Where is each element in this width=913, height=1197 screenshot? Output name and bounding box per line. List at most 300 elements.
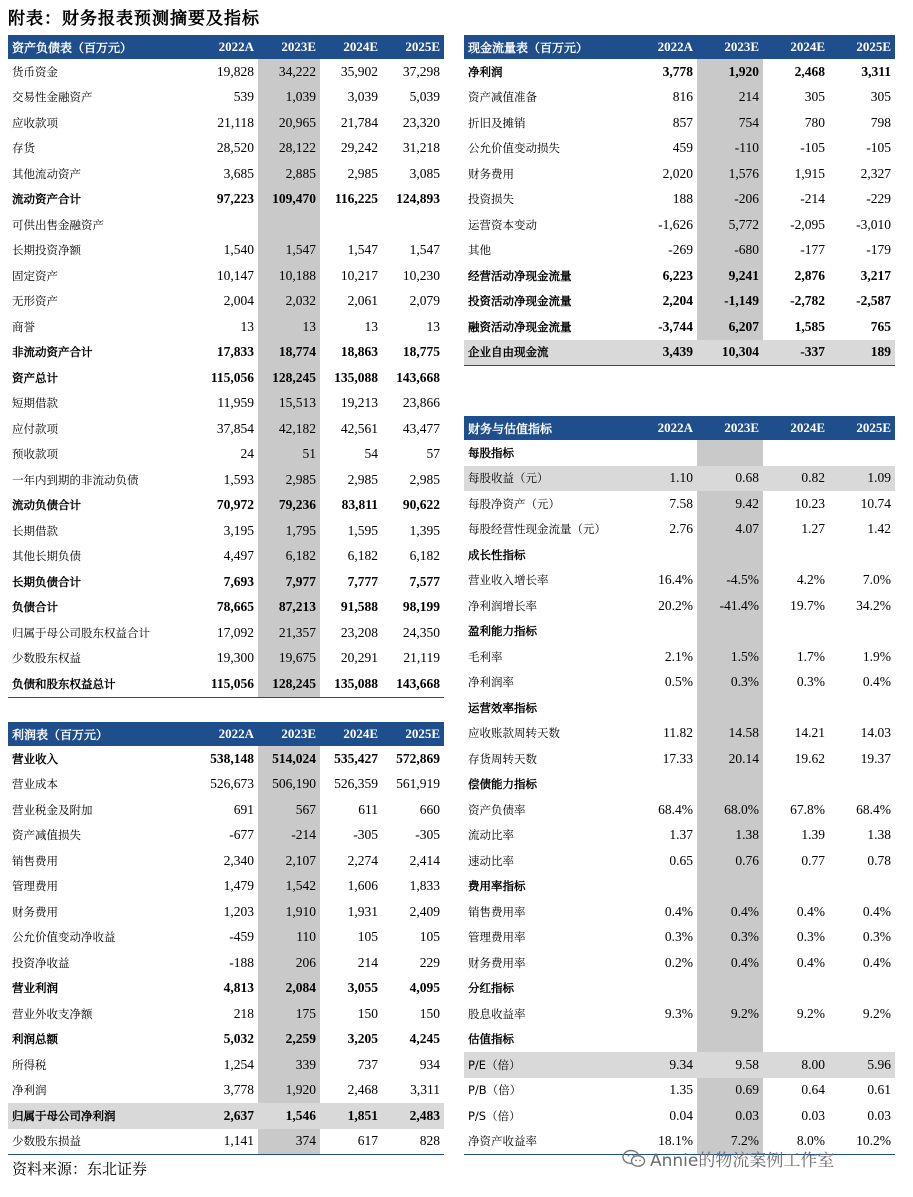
balance-cell-2025E: 57 — [426, 446, 440, 462]
income-row — [8, 925, 444, 951]
balance-cell-2023E: 2,885 — [258, 161, 320, 187]
cashflow-cell-2024E: 2,468 — [794, 63, 825, 79]
balance-row-label: 负债合计 — [12, 600, 58, 615]
income-row — [8, 1129, 444, 1155]
balance-cell-2024E: 21,784 — [340, 114, 378, 130]
ratios-cell-2025E: 14.03 — [860, 725, 891, 741]
balance-cell-2024E: 1,595 — [347, 522, 378, 538]
ratios-cell-2024E: 0.03 — [801, 1107, 825, 1123]
cashflow-cell-2025E: 765 — [870, 318, 891, 334]
balance-cell-2024E: 19,213 — [340, 395, 378, 411]
balance-cell-2022A: 21,118 — [217, 114, 254, 130]
balance-row — [8, 340, 444, 366]
ratios-cell-2024E — [763, 976, 829, 1002]
ratios-cell-2023E — [697, 619, 763, 645]
balance-row — [8, 85, 444, 111]
income-year-2: 2023E — [258, 722, 320, 746]
balance-cell-2025E: 31,218 — [402, 140, 440, 156]
ratios-row — [464, 491, 895, 517]
income-cell-2024E: -305 — [353, 827, 378, 843]
income-cell-2022A: 5,032 — [223, 1031, 254, 1047]
ratios-row — [464, 619, 895, 645]
balance-cell-2023E — [258, 212, 320, 238]
ratios-cell-2022A: 0.2% — [664, 954, 693, 970]
ratios-cell-2025E: 0.03 — [867, 1107, 891, 1123]
balance-cell-2024E: 2,985 — [347, 471, 378, 487]
ratios-row — [464, 1103, 895, 1129]
ratios-cell-2023E: 4.07 — [697, 517, 763, 543]
ratios-cell-2023E: 1.38 — [697, 823, 763, 849]
balance-row — [8, 110, 444, 136]
income-cell-2022A: 1,479 — [223, 878, 254, 894]
balance-cell-2025E — [382, 212, 444, 238]
ratios-row-label: 成长性指标 — [468, 547, 526, 562]
balance-cell-2022A: 3,195 — [223, 522, 254, 538]
income-row — [8, 1103, 444, 1129]
income-cell-2024E: 611 — [358, 801, 378, 817]
cashflow-cell-2022A: 3,778 — [662, 63, 693, 79]
ratios-cell-2023E: 0.68 — [697, 466, 763, 492]
ratios-row — [464, 721, 895, 747]
ratios-row-label: 每股指标 — [468, 445, 514, 460]
balance-row-label: 长期投资净额 — [12, 243, 81, 258]
balance-cell-2024E: 3,039 — [347, 89, 378, 105]
balance-cell-2025E: 124,893 — [396, 191, 440, 207]
cashflow-cell-2024E: 305 — [804, 89, 825, 105]
balance-cell-2025E: 1,395 — [409, 522, 440, 538]
income-row — [8, 950, 444, 976]
balance-cell-2025E: 24,350 — [402, 624, 440, 640]
balance-row — [8, 595, 444, 621]
income-cell-2023E: 374 — [258, 1129, 320, 1155]
ratios-cell-2022A: 0.3% — [664, 929, 693, 945]
ratios-row — [464, 823, 895, 849]
ratios-cell-2023E: 7.2% — [697, 1129, 763, 1155]
balance-year-3: 2024E — [320, 35, 382, 59]
income-cell-2025E: 1,833 — [409, 878, 440, 894]
balance-row-label: 交易性金融资产 — [12, 90, 93, 105]
cashflow-header-title: 现金流量表（百万元） — [464, 35, 631, 59]
ratios-row-label: 估值指标 — [468, 1032, 514, 1047]
balance-sheet-table — [8, 35, 444, 698]
cashflow-cell-2022A: -269 — [668, 242, 693, 258]
cashflow-row-label: 企业自由现金流 — [464, 340, 631, 366]
cashflow-row — [464, 136, 895, 162]
ratios-cell-2024E: 19.7% — [790, 597, 825, 613]
ratios-header-row — [464, 416, 895, 440]
ratios-cell-2022A: 1.10 — [631, 466, 697, 492]
ratios-cell-2022A — [631, 1027, 697, 1053]
cashflow-cell-2023E: -110 — [697, 136, 763, 162]
cashflow-row — [464, 340, 895, 366]
ratios-cell-2023E — [697, 542, 763, 568]
income-year-4: 2025E — [382, 722, 444, 746]
ratios-row — [464, 1052, 895, 1078]
balance-row-label: 长期借款 — [12, 523, 58, 538]
income-cell-2023E: 514,024 — [258, 746, 320, 772]
balance-cell-2023E: 109,470 — [258, 187, 320, 213]
ratios-cell-2025E: 7.0% — [862, 572, 891, 588]
balance-cell-2022A: 17,833 — [216, 344, 254, 360]
balance-cell-2025E: 1,547 — [409, 242, 440, 258]
balance-cell-2023E: 10,188 — [258, 263, 320, 289]
balance-row-label: 预收款项 — [12, 447, 58, 462]
ratios-row — [464, 797, 895, 823]
balance-year-4: 2025E — [382, 35, 444, 59]
balance-cell-2022A: 19,828 — [216, 63, 254, 79]
income-row — [8, 746, 444, 772]
balance-row — [8, 263, 444, 289]
ratios-row-label: 盈利能力指标 — [468, 624, 537, 639]
cashflow-cell-2024E: -337 — [763, 340, 829, 366]
income-row — [8, 797, 444, 823]
income-cell-2024E: 1,606 — [347, 878, 378, 894]
balance-row — [8, 467, 444, 493]
cashflow-cell-2023E: 5,772 — [697, 212, 763, 238]
income-cell-2025E: 150 — [419, 1005, 440, 1021]
income-cell-2024E: 1,931 — [347, 903, 378, 919]
ratios-row — [464, 542, 895, 568]
cashflow-cell-2022A: 188 — [672, 191, 693, 207]
income-cell-2024E: 2,274 — [347, 852, 378, 868]
page-title: 附表：财务报表预测摘要及指标 — [8, 9, 260, 29]
income-row-label: 营业利润 — [12, 981, 58, 996]
ratios-cell-2022A — [631, 976, 697, 1002]
ratios-row — [464, 644, 895, 670]
income-row-label: 净利润 — [12, 1083, 47, 1098]
ratios-cell-2024E — [763, 542, 829, 568]
ratios-cell-2023E: 14.58 — [697, 721, 763, 747]
income-row-label: 利润总额 — [12, 1032, 58, 1047]
cashflow-cell-2024E: 780 — [804, 114, 825, 130]
balance-cell-2023E: 128,245 — [258, 365, 320, 391]
cashflow-row — [464, 85, 895, 111]
cashflow-cell-2025E: 189 — [829, 340, 895, 366]
income-cell-2023E: 1,542 — [258, 874, 320, 900]
balance-header-title: 资产负债表（百万元） — [8, 35, 196, 59]
ratios-cell-2025E — [829, 874, 895, 900]
cashflow-cell-2023E: -680 — [697, 238, 763, 264]
income-cell-2024E: 617 — [320, 1129, 382, 1155]
balance-cell-2023E: 42,182 — [258, 416, 320, 442]
balance-row-label: 非流动资产合计 — [12, 345, 93, 360]
cashflow-cell-2023E: 1,920 — [697, 59, 763, 85]
balance-cell-2024E: 54 — [364, 446, 378, 462]
ratios-cell-2024E: 0.3% — [796, 929, 825, 945]
ratios-cell-2024E: 1.39 — [801, 827, 825, 843]
cashflow-cell-2023E: 9,241 — [697, 263, 763, 289]
income-year-3: 2024E — [320, 722, 382, 746]
ratios-cell-2023E: 9.58 — [697, 1052, 763, 1078]
balance-cell-2025E: 3,085 — [409, 165, 440, 181]
ratios-row-label: P/B（倍） — [468, 1083, 522, 1098]
balance-row-label: 应付款项 — [12, 421, 58, 436]
income-cell-2024E: 737 — [357, 1056, 378, 1072]
ratios-cell-2025E: 19.37 — [860, 750, 891, 766]
balance-row — [8, 365, 444, 391]
cashflow-cell-2023E: 1,576 — [697, 161, 763, 187]
ratios-cell-2022A — [631, 619, 697, 645]
income-row — [8, 772, 444, 798]
income-cell-2022A: 691 — [233, 801, 254, 817]
balance-row-label: 流动资产合计 — [12, 192, 81, 207]
ratios-row-label: 运营效率指标 — [468, 700, 537, 715]
income-cell-2025E: 4,095 — [409, 980, 440, 996]
balance-cell-2025E: 90,622 — [402, 497, 440, 513]
balance-cell-2022A: 2,004 — [223, 293, 254, 309]
balance-cell-2023E: 34,222 — [258, 59, 320, 85]
income-cell-2023E: 2,084 — [258, 976, 320, 1002]
balance-cell-2023E: 128,245 — [258, 671, 320, 697]
income-cell-2024E: 150 — [357, 1005, 378, 1021]
balance-row — [8, 569, 444, 595]
ratios-row-label: 速动比率 — [468, 853, 514, 868]
balance-cell-2023E: 7,977 — [258, 569, 320, 595]
ratios-row — [464, 517, 895, 543]
balance-cell-2022A: 4,497 — [223, 548, 254, 564]
ratios-row-label: 管理费用率 — [468, 930, 526, 945]
income-row-label: 少数股东损益 — [8, 1129, 196, 1155]
balance-row-label: 存货 — [12, 141, 35, 156]
ratios-cell-2023E: 0.4% — [697, 899, 763, 925]
cashflow-body — [464, 59, 895, 366]
cashflow-row — [464, 110, 895, 136]
ratios-cell-2022A: 16.4% — [658, 572, 693, 588]
income-row-label: 资产减值损失 — [12, 828, 81, 843]
balance-cell-2023E: 20,965 — [258, 110, 320, 136]
income-cell-2023E: 1,910 — [258, 899, 320, 925]
cashflow-header-row — [464, 35, 895, 59]
balance-cell-2025E: 98,199 — [402, 599, 440, 615]
ratios-cell-2025E — [829, 619, 895, 645]
cashflow-row-label: 融资活动净现金流量 — [468, 319, 572, 334]
ratios-cell-2023E: 0.76 — [697, 848, 763, 874]
ratios-cell-2025E: 0.3% — [862, 929, 891, 945]
income-row — [8, 848, 444, 874]
income-row-label: 营业外收支净额 — [12, 1006, 93, 1021]
ratios-cell-2023E: 1.5% — [697, 644, 763, 670]
balance-cell-2024E — [320, 212, 382, 238]
ratios-cell-2023E: 0.69 — [697, 1078, 763, 1104]
balance-cell-2022A: 11,959 — [217, 395, 254, 411]
income-cell-2023E: -214 — [258, 823, 320, 849]
balance-cell-2025E: 21,119 — [403, 650, 440, 666]
ratios-cell-2022A: 0.04 — [669, 1107, 693, 1123]
cashflow-cell-2023E: -206 — [697, 187, 763, 213]
ratios-cell-2024E: 8.00 — [763, 1052, 829, 1078]
income-cell-2024E: 1,851 — [320, 1103, 382, 1129]
balance-cell-2022A: 10,147 — [216, 267, 254, 283]
ratios-cell-2022A: 9.3% — [664, 1005, 693, 1021]
ratios-row-label: 偿债能力指标 — [468, 777, 537, 792]
ratios-year-2: 2023E — [697, 416, 763, 440]
balance-cell-2024E: 135,088 — [334, 369, 378, 385]
balance-cell-2022A: 13 — [240, 318, 254, 334]
ratios-cell-2023E — [697, 772, 763, 798]
ratios-cell-2022A — [631, 772, 697, 798]
income-cell-2023E: 567 — [258, 797, 320, 823]
ratios-cell-2025E: 5.96 — [829, 1052, 895, 1078]
balance-row — [8, 671, 444, 697]
income-cell-2024E: 526,359 — [334, 776, 378, 792]
balance-row — [8, 544, 444, 570]
income-row-label: 营业税金及附加 — [12, 802, 93, 817]
ratios-cell-2023E — [697, 440, 763, 466]
balance-cell-2024E: 2,985 — [347, 165, 378, 181]
income-cell-2022A: 1,203 — [223, 903, 254, 919]
cashflow-cell-2025E: -105 — [866, 140, 891, 156]
ratios-row-label: 资产负债率 — [468, 802, 526, 817]
balance-row-label: 商誉 — [12, 319, 35, 334]
cashflow-row-label: 财务费用 — [468, 166, 514, 181]
balance-cell-2024E: 7,777 — [347, 573, 378, 589]
balance-row-label: 负债和股东权益总计 — [8, 671, 196, 697]
ratios-cell-2022A: 17.33 — [662, 750, 693, 766]
balance-cell-2025E: 10,230 — [402, 267, 440, 283]
ratios-row-label: 财务费用率 — [468, 955, 526, 970]
source-note: 资料来源：东北证券 — [12, 1160, 148, 1178]
ratios-cell-2024E: 8.0% — [763, 1129, 829, 1155]
income-cell-2022A: 2,340 — [223, 852, 254, 868]
income-cell-2023E: 175 — [258, 1001, 320, 1027]
ratios-row — [464, 670, 895, 696]
ratios-cell-2025E — [829, 772, 895, 798]
balance-year-2: 2023E — [258, 35, 320, 59]
income-row-label: 投资净收益 — [12, 955, 70, 970]
ratios-cell-2022A: 2.76 — [669, 521, 693, 537]
income-cell-2025E: 561,919 — [396, 776, 440, 792]
ratios-row — [464, 772, 895, 798]
ratios-cell-2023E: 68.0% — [697, 797, 763, 823]
balance-cell-2024E: 116,225 — [334, 191, 378, 207]
balance-row-label: 少数股东权益 — [12, 651, 81, 666]
ratios-cell-2025E: 0.4% — [862, 903, 891, 919]
ratios-cell-2023E — [697, 1027, 763, 1053]
cashflow-row — [464, 187, 895, 213]
income-cell-2022A: -677 — [229, 827, 254, 843]
ratios-cell-2022A — [631, 695, 697, 721]
ratios-cell-2024E — [763, 440, 829, 466]
balance-cell-2023E: 28,122 — [258, 136, 320, 162]
balance-cell-2022A: 78,665 — [216, 599, 254, 615]
ratios-cell-2025E: 10.2% — [829, 1129, 895, 1155]
balance-cell-2024E: 1,547 — [347, 242, 378, 258]
balance-cell-2024E: 2,061 — [347, 293, 378, 309]
income-row — [8, 823, 444, 849]
income-cell-2022A: 218 — [233, 1005, 254, 1021]
balance-cell-2023E: 51 — [258, 442, 320, 468]
cashflow-row-label: 投资活动净现金流量 — [468, 294, 572, 309]
ratios-row — [464, 848, 895, 874]
income-cell-2022A: 538,148 — [210, 750, 254, 766]
ratios-cell-2025E: 0.61 — [867, 1082, 891, 1098]
balance-year-1: 2022A — [196, 35, 258, 59]
ratios-cell-2025E: 0.4% — [862, 674, 891, 690]
ratios-cell-2025E — [829, 542, 895, 568]
balance-row — [8, 136, 444, 162]
balance-cell-2025E: 43,477 — [402, 420, 440, 436]
balance-cell-2022A: 1,540 — [223, 242, 254, 258]
balance-row-label: 长期负债合计 — [12, 574, 81, 589]
income-row — [8, 1001, 444, 1027]
cashflow-year-1: 2022A — [631, 35, 697, 59]
income-row-label: 销售费用 — [12, 853, 58, 868]
ratios-row — [464, 695, 895, 721]
income-row — [8, 1027, 444, 1053]
cashflow-row-label: 净利润 — [468, 64, 503, 79]
ratios-row-label: 流动比率 — [468, 828, 514, 843]
balance-row — [8, 493, 444, 519]
cashflow-cell-2023E: 214 — [697, 85, 763, 111]
cashflow-cell-2025E: 2,327 — [860, 165, 891, 181]
balance-row-label: 无形资产 — [12, 294, 58, 309]
income-row-label: 营业成本 — [12, 777, 58, 792]
ratios-row-label: 净利润率 — [468, 675, 514, 690]
income-row-label: 管理费用 — [12, 879, 58, 894]
balance-cell-2023E: 1,795 — [258, 518, 320, 544]
income-cell-2025E: 572,869 — [396, 750, 440, 766]
balance-row — [8, 620, 444, 646]
income-statement-table — [8, 722, 444, 1155]
balance-row — [8, 442, 444, 468]
balance-cell-2023E: 19,675 — [258, 646, 320, 672]
income-cell-2025E: 2,414 — [409, 852, 440, 868]
ratios-cell-2022A: 7.58 — [669, 495, 693, 511]
income-cell-2025E: 229 — [419, 954, 440, 970]
income-cell-2024E: 3,205 — [347, 1031, 378, 1047]
cashflow-cell-2023E: 10,304 — [697, 340, 763, 366]
income-cell-2022A: -188 — [229, 954, 254, 970]
cashflow-cell-2024E: -2,095 — [790, 216, 825, 232]
balance-row — [8, 187, 444, 213]
balance-cell-2022A: 24 — [240, 446, 254, 462]
balance-cell-2022A: 97,223 — [216, 191, 254, 207]
income-cell-2023E: 2,259 — [258, 1027, 320, 1053]
income-cell-2022A: 4,813 — [223, 980, 254, 996]
ratios-row-label: 分红指标 — [468, 981, 514, 996]
cashflow-cell-2022A: 816 — [672, 89, 693, 105]
balance-cell-2024E: 42,561 — [340, 420, 378, 436]
ratios-cell-2024E: 0.4% — [796, 903, 825, 919]
balance-row-label: 流动负债合计 — [12, 498, 81, 513]
income-cell-2023E: 1,546 — [258, 1103, 320, 1129]
income-row — [8, 874, 444, 900]
balance-row-label: 货币资金 — [12, 64, 58, 79]
ratios-cell-2024E — [763, 619, 829, 645]
income-cell-2023E: 2,107 — [258, 848, 320, 874]
balance-row — [8, 314, 444, 340]
balance-cell-2022A: 115,056 — [196, 671, 258, 697]
ratios-cell-2025E: 1.9% — [862, 648, 891, 664]
income-cell-2024E: 2,468 — [347, 1082, 378, 1098]
ratios-cell-2024E — [763, 874, 829, 900]
ratios-cell-2023E — [697, 976, 763, 1002]
cashflow-cell-2025E: 798 — [870, 114, 891, 130]
balance-cell-2024E: 135,088 — [320, 671, 382, 697]
balance-cell-2022A: 37,854 — [216, 420, 254, 436]
balance-cell-2023E: 79,236 — [258, 493, 320, 519]
balance-row — [8, 391, 444, 417]
balance-cell-2023E: 13 — [258, 314, 320, 340]
balance-cell-2025E: 23,320 — [402, 114, 440, 130]
cashflow-cell-2022A: 2,204 — [662, 293, 693, 309]
income-cell-2023E: 339 — [258, 1052, 320, 1078]
ratios-cell-2024E: 14.21 — [794, 725, 825, 741]
ratios-cell-2024E — [763, 695, 829, 721]
cashflow-row-label: 公允价值变动损失 — [468, 141, 560, 156]
ratios-cell-2022A: 18.1% — [631, 1129, 697, 1155]
balance-row — [8, 416, 444, 442]
